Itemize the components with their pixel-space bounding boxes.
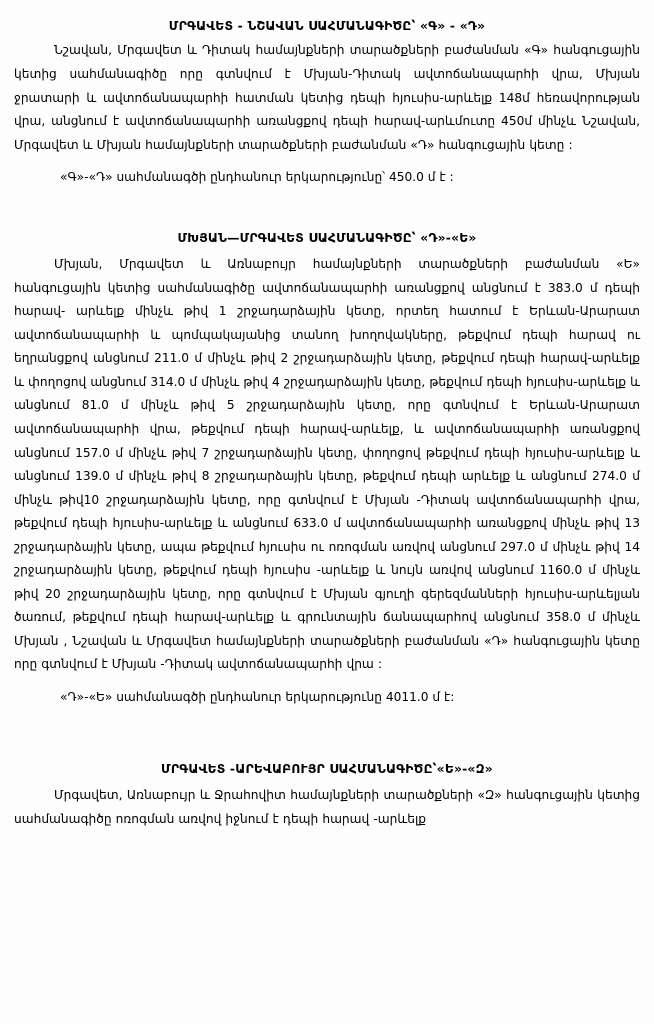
spacer (14, 677, 640, 686)
spacer (14, 190, 640, 207)
section-heading-1: ՄՐԳԱՎԵՏ - ՆՇԱՎԱՆ ՍԱՀՄԱՆԱԳԻԾԸ՝ «Գ» - «Դ» (168, 19, 486, 33)
section-body-2: Մխյան, Մրգավետ և Առնաբույր համայնքների տարածքների բաժանման «Ե» հանգուցային կետից սահմանագիծը ավտոճանապարհի առանցքով անցնում է 383.0 մ դեպի հարավ- արևելք մինչև թիվ 1 շրջադարձային կետը, որտեղ հատում է Երևան-Արարատ ավտոճանապարհի և պոմպակայանից տանող խողովակները, թեքվում դեպի հարավ ու եղրանցքով անցնում 211.0 մ մինչև թիվ 2 շրջադարձային կետը, թեքվում դեպի հարավ-արևելք և փողոցով անցնում 314.0 մ մինչև թիվ 4 շրջադարձային կետը, թեքվում դեպի հյուսիս-արևելք և անցնում 81.0 մ մինչև թիվ 5 շրջադարձային կետը, որը գտնվում է Երևան-Արարատ ավտոճանապարհի վրա, թեքվում դեպի հարավ-արևելք, և ավտոճանապարհի առանցքով անցնում 157.0 մ մինչև թիվ 7 շրջադարձային կետը, փողոցով թեքվում դեպի հյուսիս-արևելք և անցնում 139.0 մ մինչև թիվ 8 շրջադարձային կետը, թեքվում դեպի արևելք և անցնում 274.0 մ մինչև թիվ10 շրջադարձային կետը, որը գտնվում է Մխյան -Դիտակ ավտոճանապարհի վրա, թեքվում դեպի հյուսիս-արևելք և անցնում 633.0 մ ավտոճանապարհի առանցքով մինչև թիվ 13 շրջադարձային կետը, ապա թեքվում հյուսիս ու ոռոգման առվով անցնում 297.0 մ մինչև թիվ 14 շրջադարձային կետը, թեքվում դեպի հյուսիս -արևելք և նույն առվով անցնում 1160.0 մ մինչև թիվ 20 շրջադարձային կետը, որը գտնվում է Մխյան գյուղի գերեզմանների հյուսիս-արևելյան ծառում, թեքվում դեպի հարավ-արևելք և գրունտային ճանապարհով անցնում 358.0 մ մինչև Մխյան , Նշավան և Մրգավետ համայնքների տարածքների բաժանման «Դ» հանգուցային կետը որը գտնվում է Մխյան -Դիտակ ավտոճանապարհի վրա : (14, 257, 640, 672)
section-body-3: Մրգավետ, Առնաբույր և Ջրահովիտ համայնքների տարածքների «Զ» հանգուցային կետից սահմանագիծը ոռոգման առվով իջնում է դեպի հարավ -արևելք (14, 787, 640, 826)
spacer (14, 710, 640, 736)
section-body-1: Նշավան, Մրգավետ և Դիտակ համայնքների տարածքների բաժանման «Գ» հանգուցային կետից սահմանագիծը որը գտնվում է Մխյան-Դիտակ ավտոճանապարհի վրա, Մխյան ջրատարի և ավտոճանապարհի հատման կետից դեպի հյուսիս-արևելք 148մ հեռավորության վրա, անցնում է ավտոճանապարհի առանցքով դեպի հարավ-արևմուտը 450մ մինչև Նշավան, Մրգավետ և Մխյան համայնքների տարածքների բաժանման «Դ» հանգուցային կետը : (14, 43, 640, 152)
section-summary-1: «Գ»-«Դ» սահմանագծի ընդհանուր երկարությունը՝ 450.0 մ է : (60, 170, 454, 185)
spacer (14, 157, 640, 166)
section-summary-2: «Դ»-«Ե» սահմանագծի ընդհանուր երկարությունը 4011.0 մ է: (60, 690, 455, 704)
section-heading-3: ՄՐԳԱՎԵՏ -ԱՐԵՎԱԲՈՒՅՐ ՍԱՀՄԱՆԱԳԻԾԸ՝«Ե»-«Զ» (161, 761, 493, 776)
section-heading-2: ՄԽՅԱՆ—ՄՐԳԱՎԵՏ ՍԱՀՄԱՆԱԳԻԾԸ՝ «Դ»-«Ե» (177, 230, 477, 245)
